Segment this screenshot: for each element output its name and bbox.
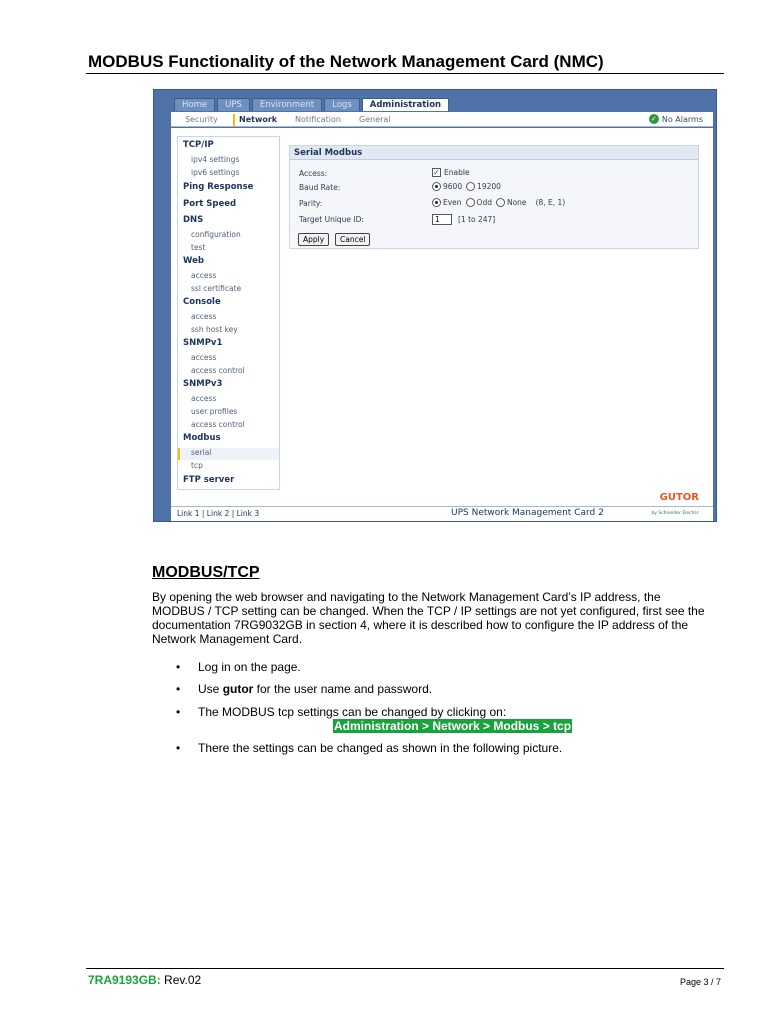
tab-logs[interactable]: Logs <box>324 98 360 111</box>
bullet-marker: • <box>176 741 181 755</box>
sidebar-item-snmpv3-access-control[interactable]: access control <box>191 420 245 429</box>
bullet-credentials-pre: Use <box>198 682 223 696</box>
title-divider <box>86 73 724 74</box>
parity-label: Parity: <box>299 199 323 208</box>
parity-even-radio[interactable] <box>432 198 441 207</box>
sidebar-item-ping[interactable]: Ping Response <box>183 182 254 192</box>
sub-tabs <box>171 112 713 127</box>
panel-title: Serial Modbus <box>290 146 698 160</box>
cancel-button[interactable]: Cancel <box>335 233 370 246</box>
sidebar-item-modbus[interactable]: Modbus <box>183 433 221 443</box>
footer-links[interactable]: Link 1 | Link 2 | Link 3 <box>177 509 260 518</box>
tab-environment[interactable]: Environment <box>252 98 322 111</box>
sidebar-item-ipv6[interactable]: ipv6 settings <box>191 168 240 177</box>
baud-rate-label: Baud Rate: <box>299 183 341 192</box>
sidebar-item-snmpv3-access[interactable]: access <box>191 394 217 403</box>
document-code: 7RA9193GB: <box>88 973 161 987</box>
sidebar-item-console[interactable]: Console <box>183 297 221 307</box>
sidebar-item-dns[interactable]: DNS <box>183 215 204 225</box>
enable-label: Enable <box>444 168 470 177</box>
gutor-logo: GUTOR <box>659 492 699 503</box>
baud-9600-label: 9600 <box>443 182 463 191</box>
username-text: gutor <box>222 682 254 696</box>
sidebar-item-user-profiles[interactable]: user profiles <box>191 407 238 416</box>
sidebar-item-snmpv3[interactable]: SNMPv3 <box>183 379 223 389</box>
sidebar-item-snmpv1[interactable]: SNMPv1 <box>183 338 223 348</box>
page-number: Page 3 / 7 <box>679 977 721 987</box>
sidebar-item-ssh-host-key[interactable]: ssh host key <box>191 325 238 334</box>
access-label: Access: <box>299 169 328 178</box>
navigation-path: Administration > Network > Modbus > tcp <box>334 719 572 733</box>
sidebar-item-snmpv1-access-control[interactable]: access control <box>191 366 245 375</box>
sidebar-item-port-speed[interactable]: Port Speed <box>183 199 237 209</box>
alarm-status <box>649 114 703 124</box>
parity-none-label: None <box>506 198 527 207</box>
enable-option <box>432 168 470 177</box>
subtab-security[interactable]: Security <box>185 115 218 124</box>
tab-home[interactable]: Home <box>174 98 215 111</box>
ui-footer <box>171 506 713 521</box>
footer-divider <box>86 968 724 969</box>
revision-text: Rev.02 <box>160 973 202 987</box>
enable-checkbox[interactable]: ✓ <box>433 168 440 177</box>
bullet-credentials <box>198 682 432 696</box>
baud-rate-options <box>428 182 501 191</box>
bullet-login: Log in on the page. <box>198 660 301 674</box>
bullet-settings: There the settings can be changed as shown in the following picture. <box>198 741 563 755</box>
sidebar-item-dns-test[interactable]: test <box>191 243 206 252</box>
sidebar-item-web-access[interactable]: access <box>191 271 217 280</box>
sidebar-item-modbus-serial[interactable]: serial <box>191 448 212 457</box>
sidebar-item-modbus-tcp[interactable]: tcp <box>191 461 203 470</box>
sidebar-item-ipv4[interactable]: ipv4 settings <box>191 155 240 164</box>
sidebar-item-ftp-server[interactable]: FTP server <box>183 475 235 485</box>
unique-id-hint: [1 to 247] <box>458 215 496 224</box>
subtab-general[interactable]: General <box>359 115 391 124</box>
bullet-marker: • <box>176 682 181 696</box>
revision-info <box>88 973 201 987</box>
check-circle-icon: ✓ <box>649 114 659 124</box>
subtab-notification[interactable]: Notification <box>295 115 341 124</box>
tab-ups[interactable]: UPS <box>217 98 250 111</box>
alarm-text: No Alarms <box>661 114 703 124</box>
baud-19200-label: 19200 <box>477 182 501 191</box>
parity-odd-radio[interactable] <box>466 198 475 207</box>
unique-id-label: Target Unique ID: <box>299 215 364 224</box>
page-title: MODBUS Functionality of the Network Management Card (NMC) <box>88 52 604 71</box>
serial-modbus-panel <box>289 145 699 249</box>
schneider-logo: by Schneider Electric <box>651 511 699 516</box>
bullet-marker: • <box>176 660 181 674</box>
baud-9600-radio[interactable] <box>432 182 441 191</box>
bullet-navigation: The MODBUS tcp settings can be changed by clicking on: <box>198 705 507 719</box>
parity-even-label: Even <box>443 198 462 207</box>
parity-note: (8, E, 1) <box>535 198 566 207</box>
parity-options <box>428 198 565 207</box>
baud-19200-radio[interactable] <box>466 182 475 191</box>
apply-button[interactable]: Apply <box>298 233 329 246</box>
tab-administration[interactable]: Administration <box>362 98 449 111</box>
bullet-marker: • <box>176 705 181 719</box>
parity-none-radio[interactable] <box>496 198 505 207</box>
sidebar-item-tcpip[interactable]: TCP/IP <box>183 140 214 150</box>
subtab-network[interactable]: Network <box>233 114 281 126</box>
bullet-credentials-post: for the user name and password. <box>253 682 433 696</box>
sidebar-item-console-access[interactable]: access <box>191 312 217 321</box>
sidebar-nav <box>177 136 280 490</box>
sidebar-item-snmpv1-access[interactable]: access <box>191 353 217 362</box>
content-area <box>171 128 713 506</box>
section-title: MODBUS/TCP <box>152 564 260 581</box>
parity-odd-label: Odd <box>476 198 492 207</box>
sidebar-item-dns-configuration[interactable]: configuration <box>191 230 241 239</box>
sidebar-item-web[interactable]: Web <box>183 256 204 266</box>
card-name: UPS Network Management Card 2 <box>451 508 604 518</box>
main-tabs <box>174 98 451 111</box>
unique-id-input[interactable]: 1 <box>432 214 452 225</box>
sidebar-item-ssl-certificate[interactable]: ssl certificate <box>191 284 242 293</box>
nmc-web-screenshot <box>153 89 717 522</box>
intro-paragraph: By opening the web browser and navigating to the Network Management Card’s IP address, the MODBUS / TCP setting can be changed. When the TCP / IP settings are not yet configured, first see the documentation 7RG9032GB in section 4, where it is described how to configure the IP address of the Network Management Card. <box>152 590 705 646</box>
